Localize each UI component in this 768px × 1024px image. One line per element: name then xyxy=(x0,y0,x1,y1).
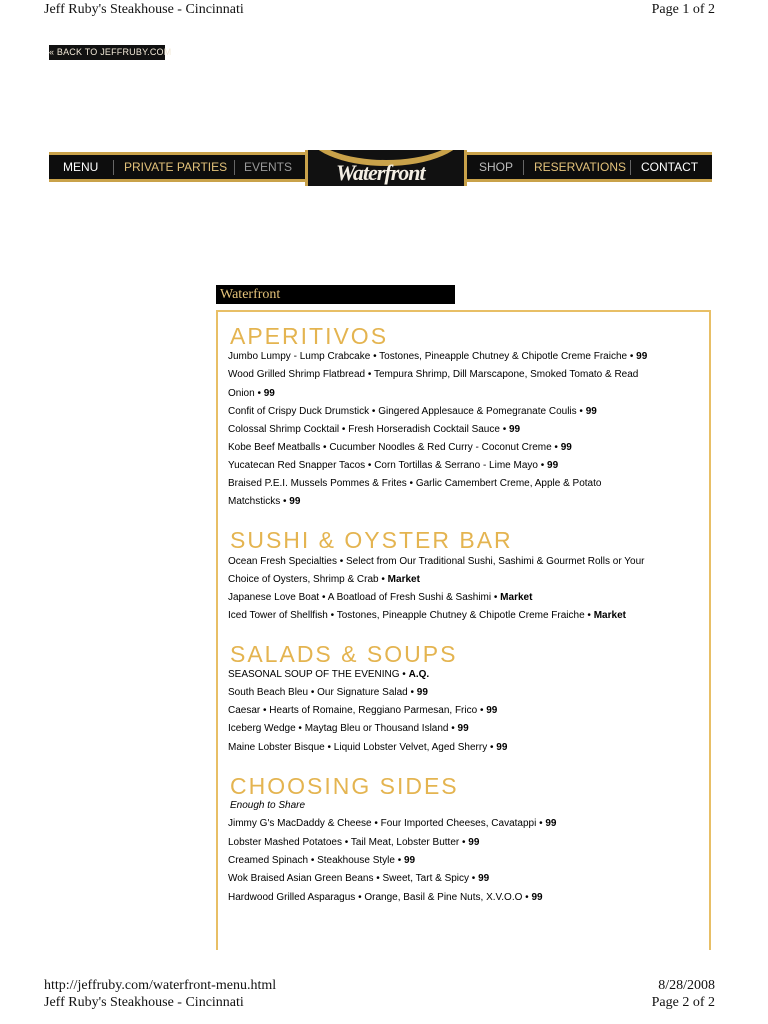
nav-reservations-link[interactable]: RESERVATIONS xyxy=(534,160,627,174)
logo-text: Waterfront xyxy=(336,160,425,185)
menu-item: Wok Braised Asian Green Beans • Sweet, Tart & Spicy • 99 xyxy=(228,873,490,884)
nav-shop-link[interactable]: SHOP xyxy=(479,160,514,174)
nav-separator xyxy=(234,160,235,175)
menu-item: Onion • 99 xyxy=(228,388,275,399)
menu-item: Confit of Crispy Duck Drumstick • Gingered Applesauce & Pomegranate Coulis • 99 xyxy=(228,406,597,417)
menu-item: South Beach Bleu • Our Signature Salad • 99 xyxy=(228,687,428,698)
menu-item: Matchsticks • 99 xyxy=(228,496,301,507)
menu-item: Iced Tower of Shellfish • Tostones, Pineapple Chutney & Chipotle Creme Fraiche • Market xyxy=(228,610,626,621)
menu-item: Kobe Beef Meatballs • Cucumber Noodles & Red Curry - Coconut Creme • 99 xyxy=(228,442,572,453)
menu-item: Lobster Mashed Potatoes • Tail Meat, Lobster Butter • 99 xyxy=(228,837,480,848)
menu-item: Jumbo Lumpy - Lump Crabcake • Tostones, Pineapple Chutney & Chipotle Creme Fraiche • 99 xyxy=(228,351,648,362)
nav-separator xyxy=(630,160,631,175)
menu-item: Japanese Love Boat • A Boatload of Fresh Sushi & Sashimi • Market xyxy=(228,592,533,603)
section-subtitle: Enough to Share xyxy=(230,800,306,811)
menu-item: Braised P.E.I. Mussels Pommes & Frites • Garlic Camembert Creme, Apple & Potato xyxy=(228,478,602,489)
nav-separator xyxy=(113,160,114,175)
print-header-title: Jeff Ruby's Steakhouse - Cincinnati xyxy=(44,2,244,17)
menu-item: Creamed Spinach • Steakhouse Style • 99 xyxy=(228,855,416,866)
print-footer-title: Jeff Ruby's Steakhouse - Cincinnati xyxy=(44,995,244,1010)
section-title-choosing-sides: CHOOSING SIDES xyxy=(230,773,459,799)
nav-events-link[interactable]: EVENTS xyxy=(244,160,293,174)
menu-item: Yucatecan Red Snapper Tacos • Corn Tortillas & Serrano - Lime Mayo • 99 xyxy=(228,460,559,471)
section-tab-waterfront: Waterfront xyxy=(216,285,455,304)
nav-separator xyxy=(523,160,524,175)
nav-contact-link[interactable]: CONTACT xyxy=(641,160,699,174)
menu-item: Hardwood Grilled Asparagus • Orange, Basil & Pine Nuts, X.V.O.O • 99 xyxy=(228,892,543,903)
menu-item: Choice of Oysters, Shrimp & Crab • Market xyxy=(228,574,420,585)
back-to-jeffruby-link[interactable]: « BACK TO JEFFRUBY.COM xyxy=(49,45,165,60)
nav-private-parties-link[interactable]: PRIVATE PARTIES xyxy=(124,160,228,174)
nav-menu-link[interactable]: MENU xyxy=(63,160,99,174)
menu-item: Jimmy G's MacDaddy & Cheese • Four Imported Cheeses, Cavatappi • 99 xyxy=(228,818,557,829)
menu-item: Wood Grilled Shrimp Flatbread • Tempura Shrimp, Dill Marscapone, Smoked Tomato & Read xyxy=(228,369,639,380)
waterfront-logo[interactable] xyxy=(305,150,467,186)
print-footer-url: http://jeffruby.com/waterfront-menu.html xyxy=(44,978,277,993)
print-header-page: Page 1 of 2 xyxy=(651,2,715,17)
main-navigation xyxy=(49,152,712,185)
menu-item: SEASONAL SOUP OF THE EVENING • A.Q. xyxy=(228,669,430,680)
menu-item: Colossal Shrimp Cocktail • Fresh Horseradish Cocktail Sauce • 99 xyxy=(228,424,521,435)
menu-item: Maine Lobster Bisque • Liquid Lobster Velvet, Aged Sherry • 99 xyxy=(228,742,508,753)
section-title-salads-soups: SALADS & SOUPS xyxy=(230,641,458,667)
menu-item: Ocean Fresh Specialties • Select from Our Traditional Sushi, Sashimi & Gourmet Rolls or Your xyxy=(228,556,645,567)
section-title-sushi-oyster-bar: SUSHI & OYSTER BAR xyxy=(230,527,513,553)
menu-item: Iceberg Wedge • Maytag Bleu or Thousand Island • 99 xyxy=(228,723,469,734)
print-footer-page: Page 2 of 2 xyxy=(651,995,715,1010)
section-title-aperitivos: APERITIVOS xyxy=(230,323,389,349)
menu-content-box xyxy=(216,310,711,950)
print-footer-date: 8/28/2008 xyxy=(658,978,715,993)
menu-item: Caesar • Hearts of Romaine, Reggiano Parmesan, Frico • 99 xyxy=(228,705,498,716)
